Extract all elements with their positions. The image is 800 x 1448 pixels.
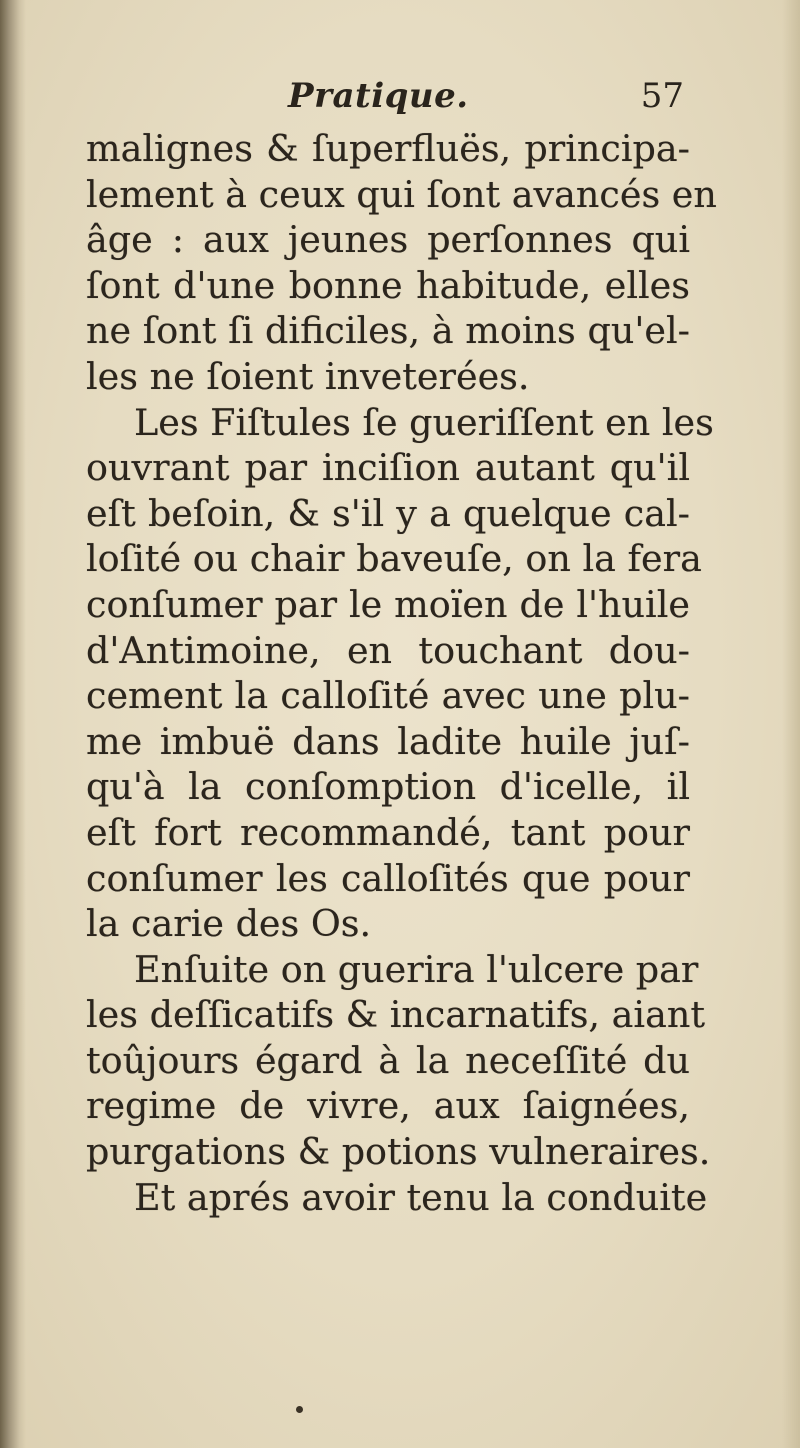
text-line: qu'à la conſomption d'icelle, il — [86, 765, 690, 809]
text-line: cement la calloſité avec une plu- — [86, 674, 690, 718]
page-edge — [782, 0, 800, 1448]
text-line: toûjours égard à la neceſſité du — [86, 1038, 690, 1082]
text-line: âge : aux jeunes perſonnes qui — [86, 218, 690, 262]
text-line: eſt beſoin, & s'il y a quelque cal- — [86, 491, 690, 535]
running-head — [88, 76, 688, 126]
text-line: ſont d'une bonne habitude, elles — [86, 263, 690, 307]
text-line: conſumer les calloſités que pour — [86, 856, 690, 900]
text-line: lement à ceux qui ſont avancés en — [86, 172, 717, 216]
text-line: Et aprés avoir tenu la conduite — [134, 1175, 708, 1219]
text-line: malignes & ſuperfluës, principa- — [86, 127, 690, 170]
text-line: purgations & potions vulneraires. — [86, 1130, 711, 1174]
binding-gutter — [0, 0, 26, 1448]
text-line: Enſuite on guerira l'ulcere par — [134, 947, 699, 991]
text-line: ouvrant par inciſion autant qu'il — [86, 446, 690, 490]
text-line: loſité ou chair baveuſe, on la fera — [86, 537, 702, 581]
text-line: me imbuë dans ladite huile juſ- — [86, 719, 690, 763]
text-line: eſt fort recommandé, tant pour — [86, 810, 690, 854]
page-number: 57 — [640, 76, 684, 116]
text-line: conſumer par le moïen de l'huile — [86, 582, 690, 626]
ink-dot — [296, 1406, 303, 1413]
text-line: les ne ſoient inveterées. — [86, 354, 530, 398]
text-line: regime de vivre, aux ſaignées, — [86, 1084, 690, 1128]
running-head-title: Pratique. — [288, 76, 469, 116]
body-text — [86, 126, 717, 1220]
text-line: ne ſont ſi dificiles, à moins qu'el- — [86, 309, 690, 353]
text-line: la carie des Os. — [86, 902, 372, 946]
text-line: les deſſicatifs & incarnatifs, aiant — [86, 993, 706, 1037]
text-line: Les Fiſtules ſe gueriſſent en les — [134, 400, 714, 444]
text-line: d'Antimoine, en touchant dou- — [86, 628, 690, 672]
